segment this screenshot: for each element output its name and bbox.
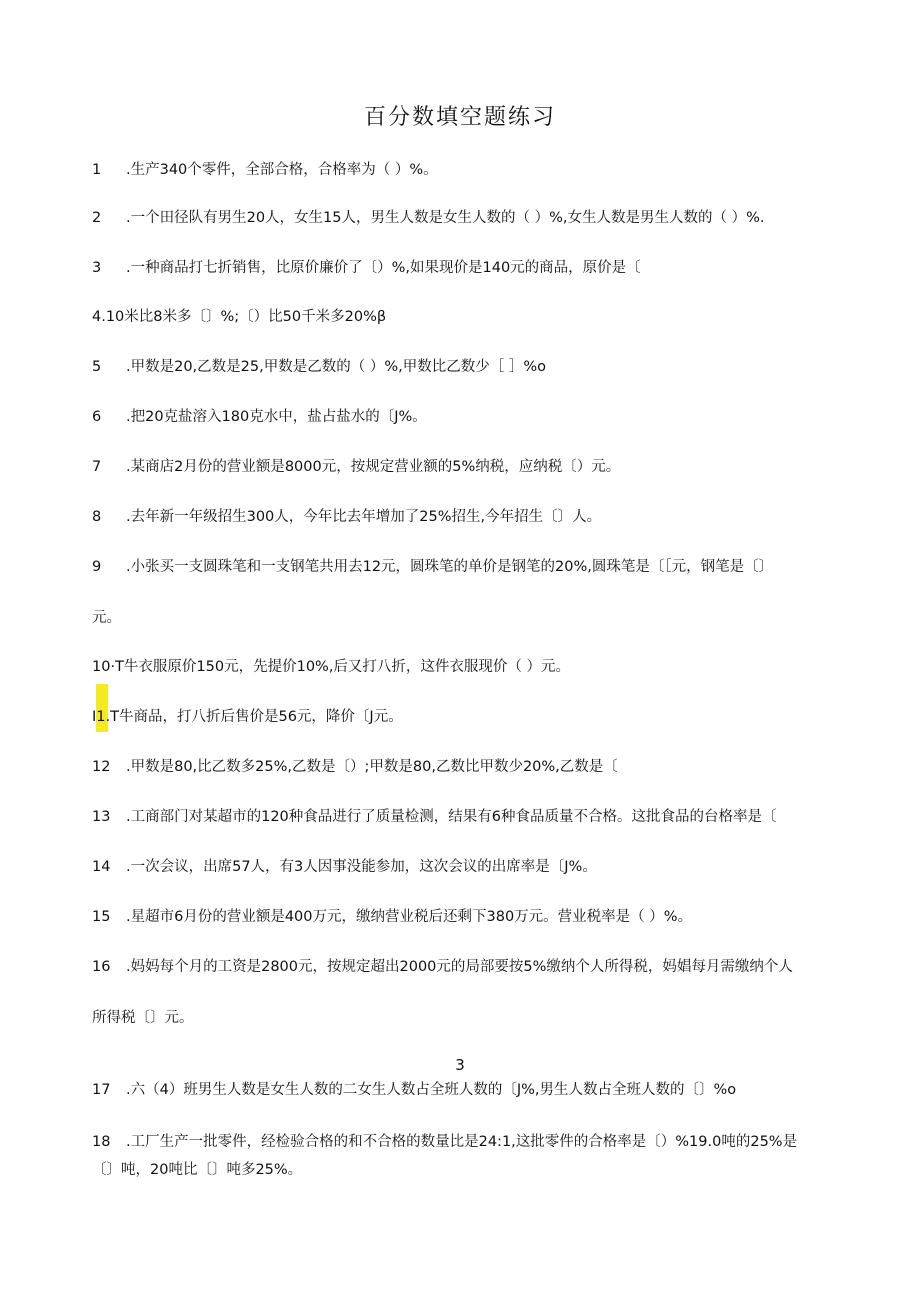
question-13 bbox=[92, 807, 777, 827]
question-text: .一个田径队有男生20人，女生15人，男生人数是女生人数的（ ）%,女生人数是男生人数的（ ）%. bbox=[126, 210, 765, 226]
question-text: .妈妈每个月的工资是2800元，按规定超出2000元的局部要按5%缴纳个人所得税，妈娼每月需缴纳个人 bbox=[126, 959, 793, 975]
question-text: .工商部门对某超市的120种食品进行了质量检测，结果有6种食品质量不合格。这批食品的台格率是〔 bbox=[126, 809, 777, 825]
question-text: .生产340个零件，全部合格，合格率为（ ）%。 bbox=[126, 162, 438, 178]
question-16-continued bbox=[92, 1008, 194, 1028]
question-number: 6 bbox=[92, 409, 102, 425]
question-11 bbox=[92, 707, 403, 727]
question-text: 所得税〔〕元。 bbox=[92, 1010, 194, 1026]
question-number: 2 bbox=[92, 210, 102, 226]
question-number: 9 bbox=[92, 559, 102, 575]
question-text: .甲数是80,比乙数多25%,乙数是〔）;甲数是80,乙数比甲数少20%,乙数是〔 bbox=[126, 759, 618, 775]
question-17 bbox=[92, 1080, 736, 1100]
question-text: .某商店2月份的营业额是8000元，按规定营业额的5%纳税，应纳税〔）元。 bbox=[126, 459, 621, 475]
question-3 bbox=[92, 258, 641, 278]
question-18-continued bbox=[92, 1160, 302, 1180]
question-5 bbox=[92, 357, 546, 377]
question-text: 元。 bbox=[92, 610, 121, 626]
question-number: 8 bbox=[92, 509, 102, 525]
page-title: 百分数填空题练习 bbox=[363, 105, 556, 130]
question-number: 7 bbox=[92, 459, 102, 475]
question-2 bbox=[92, 208, 765, 228]
question-number: 13 bbox=[92, 809, 111, 825]
question-text: .工厂生产一批零件，经检验合格的和不合格的数量比是24:1,这批零件的合格率是〔）%19.0吨的25%是 bbox=[126, 1134, 798, 1150]
question-number: 3 bbox=[92, 260, 102, 276]
question-15 bbox=[92, 907, 692, 927]
question-number: 17 bbox=[92, 1082, 111, 1098]
question-10 bbox=[92, 657, 570, 677]
question-7 bbox=[92, 457, 620, 477]
question-14 bbox=[92, 857, 597, 877]
question-number: 18 bbox=[92, 1134, 111, 1150]
question-text: 10·T牛衣服原价150元，先提价10%,后又打八折，这件衣服现价（ ）元。 bbox=[92, 659, 571, 675]
page-number: 3 bbox=[455, 1056, 465, 1074]
question-number: 14 bbox=[92, 859, 111, 875]
question-text: 〔〕吨，20吨比〔〕吨多25%。 bbox=[92, 1162, 303, 1178]
question-6 bbox=[92, 407, 427, 427]
question-number: 1 bbox=[92, 162, 102, 178]
question-text: I1.T牛商品，打八折后售价是56元，降价〔J元。 bbox=[92, 709, 403, 725]
question-text: .去年新一年级招生300人，今年比去年增加了25%招生,今年招生〔〕人。 bbox=[126, 509, 602, 525]
question-4 bbox=[92, 307, 386, 327]
question-text: 4.10米比8米多〔〕%;〔）比50千米多20%β bbox=[92, 309, 387, 325]
question-16 bbox=[92, 957, 793, 977]
question-text: .把20克盐溶入180克水中，盐占盐水的〔J%。 bbox=[126, 409, 427, 425]
question-number: 12 bbox=[92, 759, 111, 775]
question-text: .星超市6月份的营业额是400万元，缴纳营业税后还剩下380万元。营业税率是（ ）%。 bbox=[126, 909, 693, 925]
question-18 bbox=[92, 1132, 797, 1152]
question-text: .甲数是20,乙数是25,甲数是乙数的（ ）%,甲数比乙数少［ ］%o bbox=[126, 359, 546, 375]
question-8 bbox=[92, 507, 601, 527]
question-text: .一种商品打七折销售，比原价廉价了〔）%,如果现价是140元的商品，原价是〔 bbox=[126, 260, 641, 276]
question-text: .一次会议，出席57人，有3人因事没能参加，这次会议的出席率是〔J%。 bbox=[126, 859, 597, 875]
question-text: .六（4）班男生人数是女生人数的二女生人数占全班人数的〔J%,男生人数占全班人数的〔〕%o bbox=[126, 1082, 737, 1098]
question-9-continued bbox=[92, 608, 121, 628]
question-number: 16 bbox=[92, 959, 111, 975]
question-number: 5 bbox=[92, 359, 102, 375]
question-9 bbox=[92, 557, 773, 577]
question-text: .小张买一支圆珠笔和一支钢笔共用去12元，圆珠笔的单价是钢笔的20%,圆珠笔是〔［元，钢笔是〔〕 bbox=[126, 559, 774, 575]
question-number: 15 bbox=[92, 909, 111, 925]
question-12 bbox=[92, 757, 618, 777]
question-1 bbox=[92, 160, 438, 180]
